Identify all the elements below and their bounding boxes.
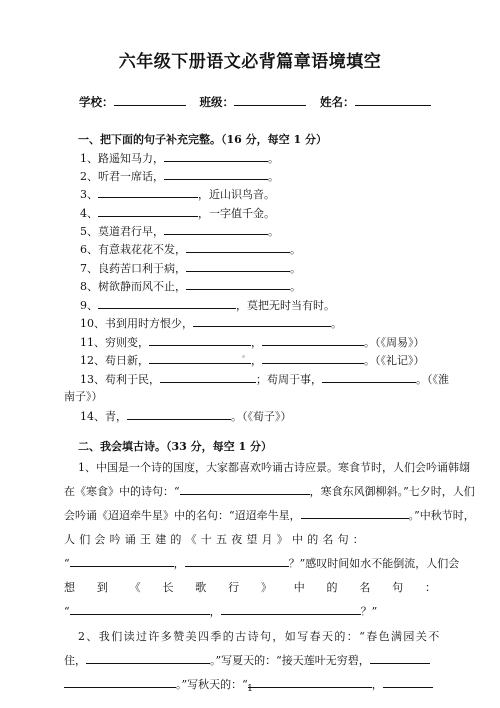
q7-prefix: 7、良药苦口利于病，	[80, 262, 186, 275]
q8-prefix: 8、树欲静而风不止，	[80, 280, 186, 293]
p1-l5-text-c: ？”感叹时间如水不能倒流，人们会	[288, 557, 460, 570]
q2-blank[interactable]	[164, 169, 268, 180]
q5-suffix: 。	[268, 225, 279, 238]
p1-blank-2[interactable]	[301, 507, 409, 519]
q9-suffix: ，莫把无时当有时。	[236, 299, 335, 312]
p1-l6-char: 中	[293, 581, 305, 594]
question-11	[80, 335, 425, 350]
q8-suffix: 。	[290, 280, 301, 293]
question-12	[80, 353, 425, 368]
q12-blank-2[interactable]	[262, 353, 364, 364]
q7-suffix: 。	[290, 262, 301, 275]
p1-blank-1[interactable]	[180, 483, 310, 495]
school-label: 学校：	[79, 95, 114, 109]
page-title: 六年级下册语文必背篇章语境填空	[118, 52, 382, 72]
question-13	[80, 372, 449, 387]
p1-l6-char: 长	[162, 581, 174, 594]
question-14	[80, 409, 292, 424]
p1-l6-char: 歌	[195, 581, 207, 594]
q11-blank-1[interactable]	[149, 335, 251, 346]
q3-prefix: 3、	[80, 188, 98, 201]
q12-mid: ，	[251, 354, 262, 367]
q11-suffix: 。（《周易》）	[364, 336, 425, 349]
q14-prefix: 14、青，	[80, 410, 127, 423]
q2-prefix: 2、听君一席话，	[80, 170, 164, 183]
p1-l6-char: 想	[64, 581, 75, 594]
question-9	[80, 298, 335, 313]
question-7	[80, 261, 301, 276]
q13-blank-1[interactable]	[160, 372, 256, 383]
q10-suffix: 。	[331, 317, 342, 330]
question-10	[80, 316, 342, 331]
section1-heading: 一、把下面的句子补充完整。（16 分，每空 1 分）	[78, 133, 327, 146]
p1-l5-text-a: “	[64, 557, 70, 570]
p2-l3-text-b: 。”写秋天的：“	[176, 678, 248, 691]
q1-prefix: 1、路遥知马力，	[80, 152, 164, 165]
name-blank[interactable]	[355, 94, 431, 106]
school-blank[interactable]	[114, 94, 186, 106]
p2-blank-2[interactable]	[370, 652, 430, 664]
p1-l6-char: 的	[326, 581, 338, 594]
p1-blank-6[interactable]	[221, 603, 361, 615]
name-label: 姓名：	[320, 95, 355, 109]
q11-mid: ，	[251, 336, 262, 349]
p1-l7-text-a: “	[64, 605, 70, 618]
p2-l3-text-c: ，	[371, 678, 383, 691]
q3-blank[interactable]	[98, 187, 198, 198]
q5-prefix: 5、莫道君行早，	[80, 225, 164, 238]
p1-l6-char: 行	[228, 581, 240, 594]
q10-prefix: 10、书到用时方恨少，	[80, 317, 193, 330]
p1-l6-char: 句	[392, 581, 404, 594]
question-13-wrap: 南子》）	[64, 390, 103, 403]
p2-line-2	[64, 649, 436, 673]
school-field	[79, 94, 186, 110]
page-number: 1	[247, 684, 253, 694]
p1-l2-text-b: ，寒食东风御柳斜。”七夕时，人们	[309, 485, 475, 498]
q11-blank-2[interactable]	[262, 335, 364, 346]
p1-l3-text-a: 会吟诵《迢迢牵牛星》中的名句：“迢迢牵牛星，	[64, 509, 301, 522]
p1-l6-char: 》	[260, 581, 272, 594]
p1-l7-text-c: ？”	[360, 605, 378, 618]
class-field	[200, 94, 307, 110]
p1-line-4: 人们会吟诵王建的《十五夜望月》中的名句：	[64, 533, 368, 546]
q11-prefix: 11、穷则变，	[80, 336, 149, 349]
p2-line-1: 2、我们读过许多赞美四季的古诗句，如写春天的：“春色满园关不	[78, 630, 441, 643]
question-2	[80, 169, 279, 184]
q1-suffix: 。	[268, 152, 279, 165]
q9-prefix: 9、	[80, 299, 98, 312]
p1-line-6	[64, 576, 436, 600]
q14-suffix: 。（《荀子》）	[231, 410, 292, 423]
q14-blank[interactable]	[127, 409, 231, 420]
q12-prefix: 12、苟日新，	[80, 354, 149, 367]
p2-blank-1[interactable]	[86, 652, 210, 664]
p1-line-7	[64, 600, 436, 624]
question-8	[80, 279, 301, 294]
p1-l6-char: 名	[359, 581, 371, 594]
question-6	[80, 242, 301, 257]
student-info-row	[79, 94, 445, 110]
question-1	[80, 151, 279, 166]
q6-suffix: 。	[290, 243, 301, 256]
p1-line-5	[64, 552, 460, 576]
q4-blank[interactable]	[98, 206, 198, 217]
q4-prefix: 4、	[80, 207, 98, 220]
q2-suffix: 。	[268, 170, 279, 183]
q5-blank[interactable]	[164, 224, 268, 235]
q13-mid: ；苟周于事，	[256, 373, 322, 386]
q10-blank[interactable]	[193, 316, 331, 327]
p1-line-3	[64, 504, 475, 528]
q1-blank[interactable]	[164, 151, 268, 162]
p1-blank-3[interactable]	[70, 555, 174, 567]
q6-prefix: 6、有意栽花花不发，	[80, 243, 186, 256]
p2-l2-text-a: 住，	[64, 654, 86, 667]
q13-suffix: 。（《淮	[416, 373, 449, 386]
q4-suffix: ，一字值千金。	[198, 207, 275, 220]
p1-l6-char: 《	[129, 581, 141, 594]
p1-l6-char: ：	[424, 581, 436, 594]
name-field	[320, 94, 431, 110]
class-blank[interactable]	[234, 94, 306, 106]
question-5	[80, 224, 279, 239]
question-4	[80, 206, 275, 221]
poem-paragraph-1	[64, 456, 475, 624]
q7-blank[interactable]	[186, 261, 290, 272]
p1-line-1: 1、中国是一个诗的国度，大家都喜欢吟诵古诗应景。寒食节时，人们会吟诵韩翃	[78, 461, 470, 474]
q13-blank-2[interactable]	[322, 372, 416, 383]
p1-l7-text-b: ，	[209, 605, 221, 618]
q3-suffix: ，近山识鸟音。	[198, 188, 275, 201]
p2-l2-text-b: 。”写夏天的：“接天莲叶无穷碧，	[210, 654, 370, 667]
p1-l6-char: 到	[96, 581, 108, 594]
q8-blank[interactable]	[186, 279, 290, 290]
q9-blank[interactable]	[98, 298, 236, 309]
q12-suffix: 。（《礼记》）	[364, 354, 425, 367]
q13-prefix: 13、苟利于民，	[80, 373, 160, 386]
q12-blank-1[interactable]	[149, 353, 251, 364]
p1-l5-text-b: ，	[173, 557, 185, 570]
speck-mark	[242, 355, 245, 358]
p1-l3-text-b: 。”中秋节时，	[408, 509, 475, 522]
question-3	[80, 187, 275, 202]
p1-line-2	[64, 480, 475, 504]
section2-heading: 二、我会填古诗。（33 分，每空 1 分）	[78, 440, 272, 453]
q6-blank[interactable]	[186, 242, 290, 253]
class-label: 班级：	[199, 95, 234, 109]
p1-l2-text-a: 在《寒食》中的诗句：“	[64, 485, 180, 498]
p1-blank-5[interactable]	[70, 603, 210, 615]
p1-blank-4[interactable]	[185, 555, 289, 567]
